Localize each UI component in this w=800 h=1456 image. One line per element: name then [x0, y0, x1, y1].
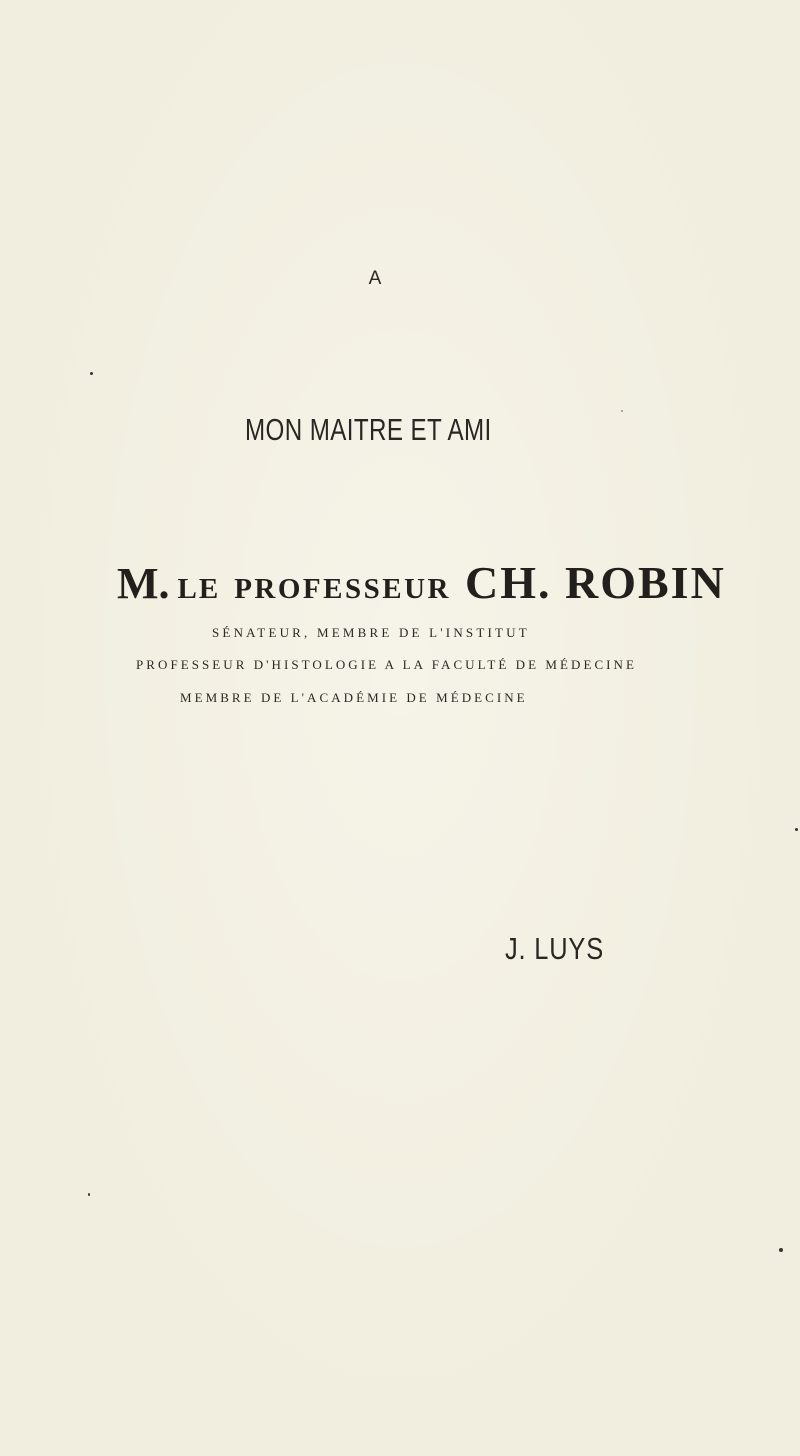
dedication-line: MON MAITRE ET AMI	[245, 412, 492, 447]
paper-speck	[88, 1193, 90, 1196]
word-le: LE	[177, 573, 221, 605]
dedicatee-title-3: MEMBRE DE L'ACADÉMIE DE MÉDECINE	[180, 690, 528, 705]
paper-speck	[621, 410, 623, 412]
honorific: M.	[117, 559, 170, 608]
author-signature: J. LUYS	[505, 931, 604, 966]
dedicatee-title-2: PROFESSEUR D'HISTOLOGIE A LA FACULTÉ DE MÉDECINE	[136, 657, 637, 672]
dedicatee-title-1: SÉNATEUR, MEMBRE DE L'INSTITUT	[212, 625, 530, 640]
dedicatee-name: CH. ROBIN	[464, 557, 726, 608]
paper-speck	[795, 828, 798, 831]
dedicatee-name-line	[117, 556, 737, 609]
paper-speck	[90, 372, 93, 375]
paper-speck	[779, 1248, 783, 1252]
word-professeur: PROFESSEUR	[234, 573, 451, 605]
dedication-preposition: A	[368, 268, 382, 289]
